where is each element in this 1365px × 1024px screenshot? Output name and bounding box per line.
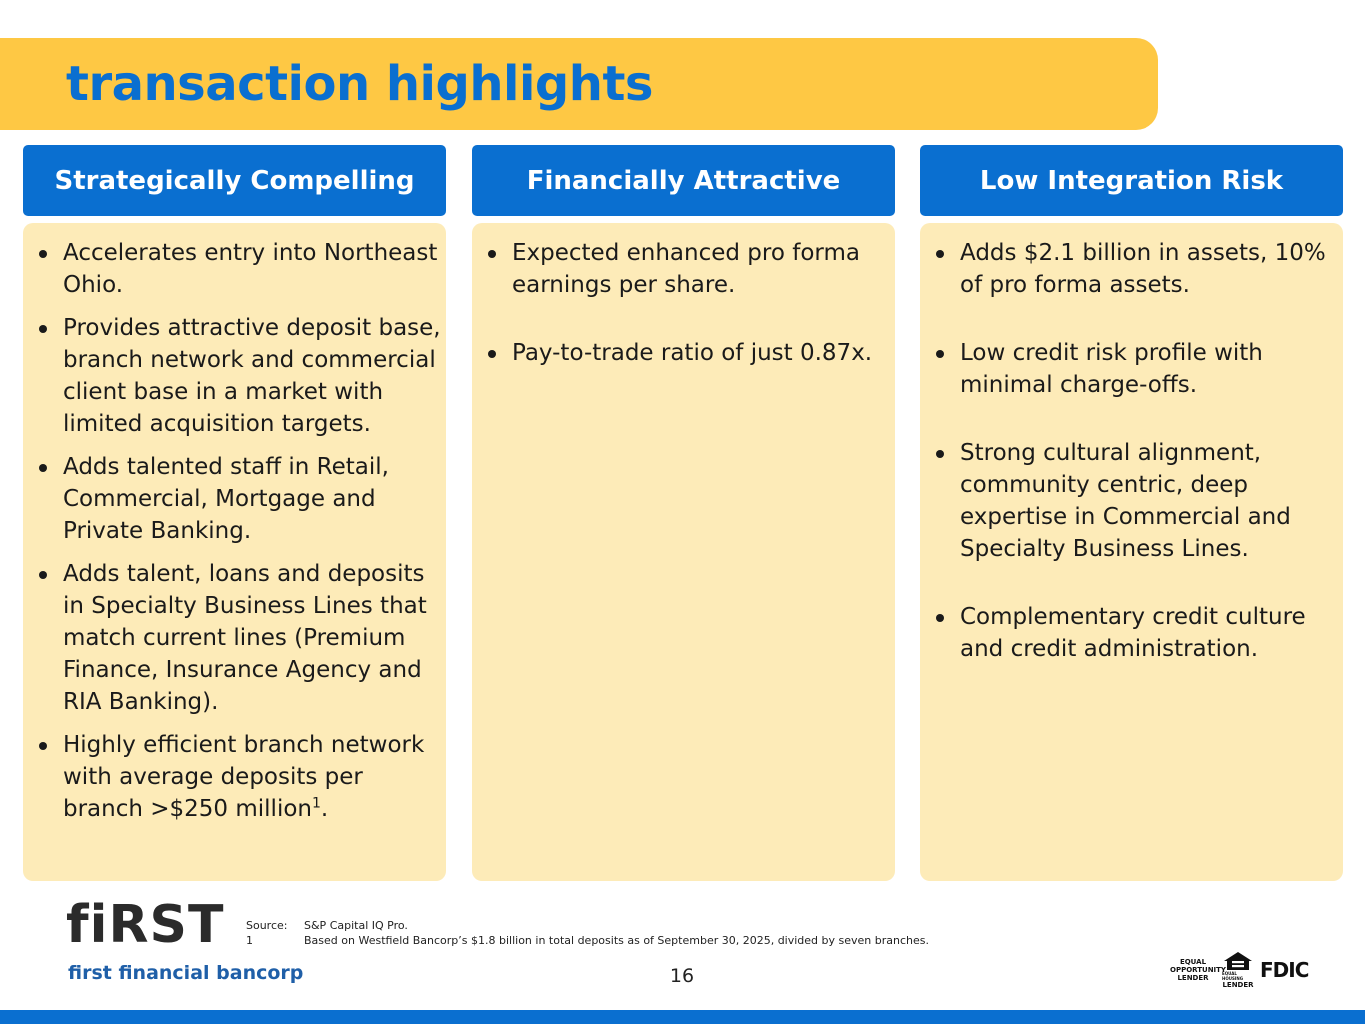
- bullet-item: [23, 729, 446, 825]
- bullet-item: Adds $2.1 billion in assets, 10% of pro forma assets.: [920, 237, 1343, 301]
- page-title: transaction highlights: [66, 56, 653, 112]
- bullet-item: Complementary credit culture and credit administration.: [920, 601, 1343, 665]
- column-body: [472, 223, 895, 881]
- bullet-list: [472, 237, 895, 405]
- footnote-label: 1: [246, 934, 253, 947]
- logo-text: first financial bancorp: [68, 962, 304, 984]
- bullet-text: Highly efficient branch network with average deposits per branch >$250 million: [63, 732, 425, 822]
- bullet-item: Strong cultural alignment, community centric, deep expertise in Commercial and Specialty Business Lines.: [920, 437, 1343, 565]
- logo-mark: fiRST: [66, 895, 225, 955]
- column-header: Financially Attractive: [472, 145, 895, 216]
- bullet-list: [920, 237, 1343, 701]
- bullet-list: [23, 237, 446, 836]
- column-financially-attractive: [472, 145, 895, 366]
- equal-housing-lender-badge: [1222, 951, 1254, 989]
- equal-opportunity-lender-badge: EQUAL OPPORTUNITY LENDER: [1170, 958, 1227, 982]
- house-icon: [1223, 951, 1253, 971]
- column-header: Strategically Compelling: [23, 145, 446, 216]
- bullet-item: Adds talented staff in Retail, Commercial, Mortgage and Private Banking.: [23, 451, 446, 547]
- source-row: [246, 918, 929, 933]
- bullet-item: Expected enhanced pro forma earnings per share.: [472, 237, 895, 301]
- bottom-bar: [0, 1010, 1365, 1024]
- regulatory-badges: [1170, 952, 1308, 988]
- column-strategically-compelling: [23, 145, 446, 822]
- bullet-item: Pay-to-trade ratio of just 0.87x.: [472, 337, 895, 369]
- equal-housing-text: LENDER: [1222, 981, 1254, 989]
- source-text: S&P Capital IQ Pro.: [304, 919, 408, 932]
- footnote-text: Based on Westfield Bancorp’s $1.8 billion in total deposits as of September 30, 2025, divided by seven branches.: [304, 934, 930, 947]
- bullet-item: Low credit risk profile with minimal charge-offs.: [920, 337, 1343, 401]
- column-body: [920, 223, 1343, 881]
- bullet-item: Accelerates entry into Northeast Ohio.: [23, 237, 446, 301]
- company-logo: [66, 895, 304, 992]
- footnote-marker: 1: [312, 795, 321, 812]
- column-body: [23, 223, 446, 881]
- bullet-item: Provides attractive deposit base, branch network and commercial client base in a market with limited acquisition targets.: [23, 312, 446, 440]
- source-label: Source:: [246, 919, 288, 932]
- column-header: Low Integration Risk: [920, 145, 1343, 216]
- equal-housing-small-text: EQUAL HOUSING: [1222, 971, 1243, 981]
- bullet-end: .: [320, 796, 329, 822]
- bullet-item: Adds talent, loans and deposits in Specialty Business Lines that match current lines (Premium Finance, Insurance Agency and RIA Banking).: [23, 558, 446, 718]
- column-low-integration-risk: [920, 145, 1343, 662]
- footnote-row: [246, 933, 929, 948]
- source-notes: [246, 918, 929, 948]
- page-number: 16: [669, 965, 695, 987]
- fdic-logo: FDIC: [1260, 958, 1309, 982]
